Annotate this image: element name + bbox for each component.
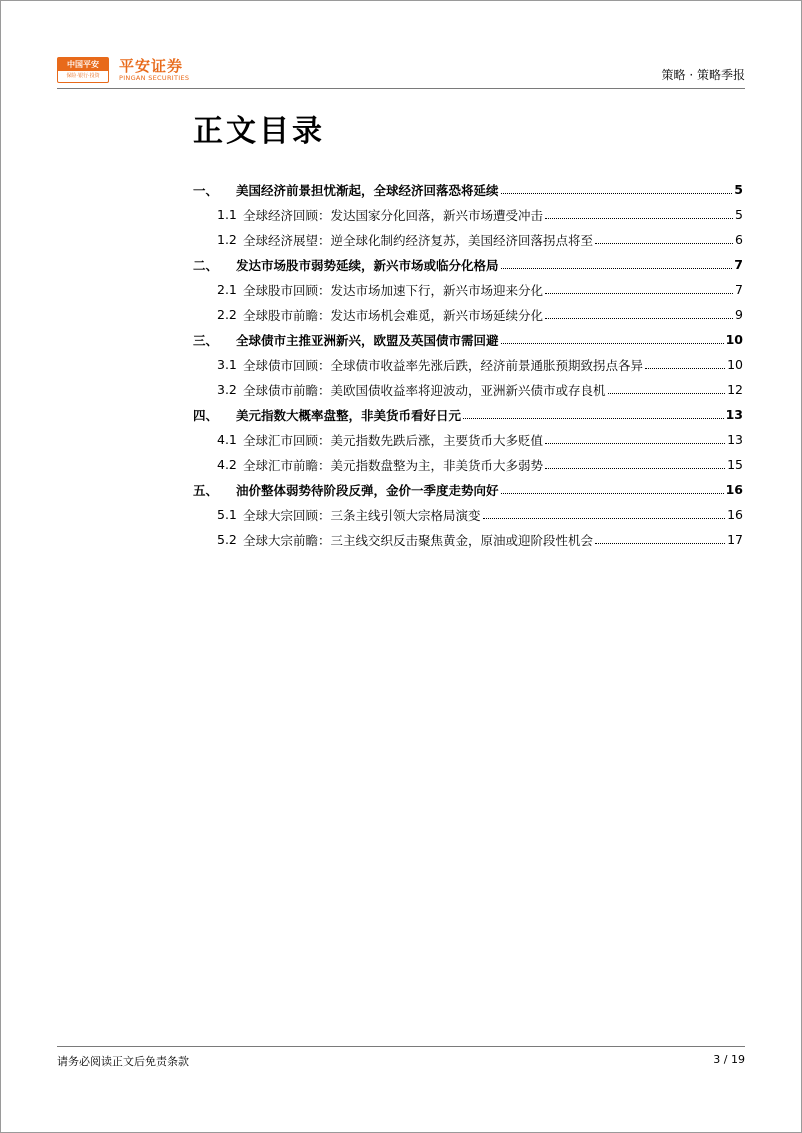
page-number: 3 / 19 [713, 1053, 745, 1066]
toc-dot-leader [501, 477, 724, 502]
toc-entry-title: 全球债市前瞻：美欧国债收益率将迎波动，亚洲新兴债市或存良机 [243, 382, 606, 398]
toc-entry-number: 1.1 [217, 207, 237, 222]
toc-entry-title: 全球汇市回顾：美元指数先跌后涨，主要货币大多贬值 [243, 432, 544, 448]
toc-entry-title: 全球债市回顾：全球债市收益率先涨后跌，经济前景通胀预期致拐点各异 [243, 357, 644, 373]
toc-subsection-entry[interactable] [193, 277, 743, 302]
header-divider [57, 88, 745, 89]
toc-entry-number: 二、 [193, 257, 219, 273]
toc-section-entry[interactable] [193, 402, 743, 427]
toc-dot-leader [501, 177, 733, 202]
toc-dot-leader [501, 252, 733, 277]
toc-entry-title: 全球大宗前瞻：三主线交织反击聚焦黄金，原油或迎阶段性机会 [243, 532, 594, 548]
toc-dot-leader [608, 377, 726, 402]
toc-dot-leader [545, 427, 725, 452]
toc-entry-number: 1.2 [217, 232, 237, 247]
toc-entry-page: 7 [735, 282, 743, 297]
toc-entry-title: 全球债市主推亚洲新兴，欧盟及英国债市需回避 [236, 332, 499, 348]
toc-entry-page: 7 [734, 257, 743, 272]
toc-section-entry[interactable] [193, 327, 743, 352]
toc-subsection-entry[interactable] [193, 227, 743, 252]
logo-chinese-name: 平安证券 [119, 56, 184, 75]
toc-dot-leader [645, 352, 725, 377]
page-title: 正文目录 [193, 114, 325, 149]
toc-dot-leader [501, 327, 724, 352]
toc-entry-page: 5 [734, 182, 743, 197]
report-category: 策略 · 策略季报 [661, 68, 745, 82]
toc-entry-page: 15 [727, 457, 743, 472]
toc-entry-title: 油价整体弱势待阶段反弹，金价一季度走势向好 [236, 482, 499, 498]
toc-entry-page: 10 [725, 332, 743, 347]
toc-subsection-entry[interactable] [193, 202, 743, 227]
toc-dot-leader [545, 452, 725, 477]
toc-subsection-entry[interactable] [193, 427, 743, 452]
toc-section-entry[interactable] [193, 177, 743, 202]
toc-subsection-entry[interactable] [193, 527, 743, 552]
toc-dot-leader [545, 202, 733, 227]
toc-entry-page: 17 [727, 532, 743, 547]
toc-subsection-entry[interactable] [193, 352, 743, 377]
toc-entry-number: 一、 [193, 182, 219, 198]
badge-bottom-text: 保险·银行·投资 [66, 73, 100, 79]
toc-entry-title: 美国经济前景担忧渐起，全球经济回落恐将延续 [236, 182, 499, 198]
toc-entry-number: 4.1 [217, 432, 237, 447]
toc-entry-page: 5 [735, 207, 743, 222]
toc-entry-page: 16 [725, 482, 743, 497]
toc-entry-number: 3.2 [217, 382, 237, 397]
toc-entry-number: 2.2 [217, 307, 237, 322]
toc-entry-page: 10 [727, 357, 743, 372]
toc-entry-number: 2.1 [217, 282, 237, 297]
toc-subsection-entry[interactable] [193, 302, 743, 327]
toc-dot-leader [483, 502, 726, 527]
toc-entry-number: 五、 [193, 482, 219, 498]
logo-english-name: PINGAN SECURITIES [119, 73, 190, 82]
toc-entry-title: 全球大宗回顾：三条主线引领大宗格局演变 [243, 507, 481, 523]
footer-disclaimer: 请务必阅读正文后免责条款 [57, 1055, 189, 1068]
table-of-contents [193, 177, 743, 552]
badge-top-text: 中国平安 [58, 58, 108, 71]
toc-entry-number: 四、 [193, 407, 219, 423]
toc-entry-title: 发达市场股市弱势延续，新兴市场或临分化格局 [236, 257, 499, 273]
footer-divider [57, 1046, 745, 1047]
toc-entry-number: 5.1 [217, 507, 237, 522]
toc-entry-page: 9 [735, 307, 743, 322]
toc-entry-title: 全球股市前瞻：发达市场机会难觅，新兴市场延续分化 [243, 307, 544, 323]
toc-entry-title: 全球汇市前瞻：美元指数盘整为主，非美货币大多弱势 [243, 457, 544, 473]
toc-entry-title: 美元指数大概率盘整，非美货币看好日元 [236, 407, 462, 423]
toc-dot-leader [545, 277, 733, 302]
toc-entry-title: 全球经济展望：逆全球化制约经济复苏，美国经济回落拐点将至 [243, 232, 594, 248]
toc-dot-leader [595, 227, 733, 252]
toc-entry-page: 6 [735, 232, 743, 247]
toc-subsection-entry[interactable] [193, 377, 743, 402]
toc-dot-leader [545, 302, 733, 327]
toc-entry-title: 全球股市回顾：发达市场加速下行，新兴市场迎来分化 [243, 282, 544, 298]
toc-entry-page: 13 [727, 432, 743, 447]
toc-dot-leader [595, 527, 725, 552]
toc-entry-number: 三、 [193, 332, 219, 348]
toc-section-entry[interactable] [193, 477, 743, 502]
toc-dot-leader [463, 402, 724, 427]
ping-an-badge [57, 57, 109, 83]
toc-subsection-entry[interactable] [193, 502, 743, 527]
toc-entry-number: 3.1 [217, 357, 237, 372]
toc-entry-number: 5.2 [217, 532, 237, 547]
toc-subsection-entry[interactable] [193, 452, 743, 477]
toc-entry-page: 12 [727, 382, 743, 397]
toc-entry-number: 4.2 [217, 457, 237, 472]
toc-entry-page: 16 [727, 507, 743, 522]
company-logo [57, 57, 189, 83]
toc-entry-page: 13 [725, 407, 743, 422]
toc-section-entry[interactable] [193, 252, 743, 277]
toc-entry-title: 全球经济回顾：发达国家分化回落，新兴市场遭受冲击 [243, 207, 544, 223]
